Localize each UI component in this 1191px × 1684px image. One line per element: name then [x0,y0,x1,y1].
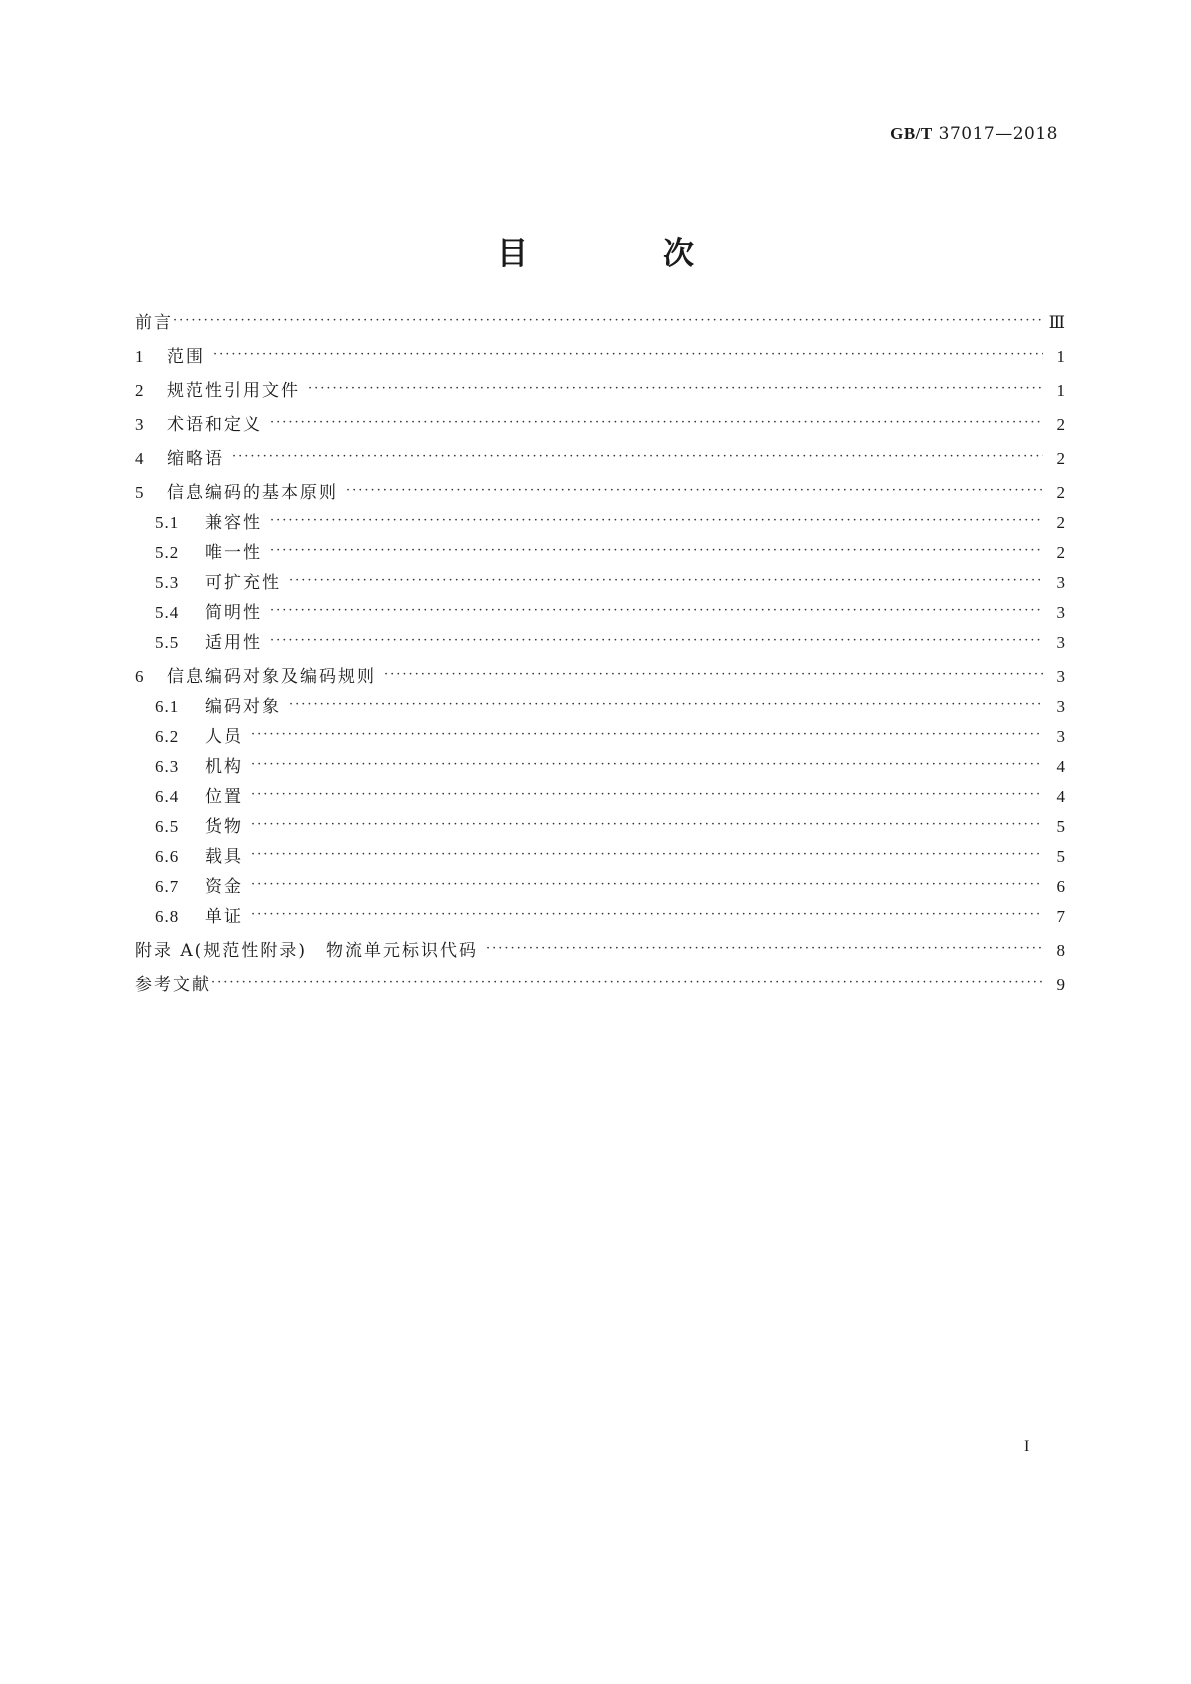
toc-entry-label: 位置 [205,787,243,807]
toc-entry-number: 6.4 [155,787,180,806]
dot-leader [289,690,1043,720]
toc-entry-number: 4 [135,449,145,468]
toc-entry[interactable] [135,308,1065,338]
toc-entry-page: 2 [1056,543,1065,562]
toc-entry-page: 2 [1056,449,1065,468]
dot-leader [232,442,1043,472]
dot-leader [308,374,1043,404]
toc-entry-number: 6.2 [155,727,180,746]
toc-entry[interactable] [135,478,1065,508]
dot-leader [270,536,1043,566]
toc-entry-page: 6 [1056,877,1065,896]
toc-entry-number: 5.5 [155,633,180,652]
page-title: 目 次 [497,236,746,272]
dot-leader [251,870,1043,900]
toc-entry[interactable] [135,444,1065,474]
toc-entry-number: 6.7 [155,877,180,896]
toc-entry-number: 6.3 [155,757,180,776]
toc-entry[interactable] [155,812,1065,842]
toc-entry[interactable] [135,410,1065,440]
standard-code [890,124,1058,144]
toc-entry-number: 3 [135,415,145,434]
toc-entry-page: 1 [1056,347,1065,366]
toc-entry-number: 6.5 [155,817,180,836]
dot-leader [270,506,1043,536]
toc-entry-page: 5 [1056,847,1065,866]
toc-entry-page: 3 [1056,667,1065,686]
dot-leader [251,840,1043,870]
toc-entry-label: 简明性 [205,603,262,623]
dot-leader [289,566,1043,596]
toc-entry[interactable] [155,902,1065,932]
toc-entry-label: 规范性引用文件 [167,381,300,401]
toc-entry-number: 5.3 [155,573,180,592]
dot-leader [384,660,1043,690]
toc-entry-number: 5.4 [155,603,180,622]
toc-entry-page: 9 [1056,975,1065,994]
toc-entry-label: 编码对象 [205,697,281,717]
toc-entry-number: 6.6 [155,847,180,866]
toc-entry-page: 3 [1056,603,1065,622]
toc-entry-number: 1 [135,347,145,366]
toc-entry[interactable] [155,568,1065,598]
dot-leader [486,934,1043,964]
toc-entry-number: 5 [135,483,145,502]
toc-entry-number: 6.1 [155,697,180,716]
toc-entry-label: 信息编码的基本原则 [167,483,338,503]
toc-entry-page: 1 [1056,381,1065,400]
dot-leader [270,596,1043,626]
toc-entry-page: 4 [1056,787,1065,806]
toc-entry-label: 唯一性 [205,543,262,563]
dot-leader [270,408,1043,438]
toc-entry[interactable] [155,722,1065,752]
toc-entry-label: 附录 A(规范性附录) 物流单元标识代码 [135,941,478,961]
dot-leader [251,810,1043,840]
toc-entry[interactable] [155,538,1065,568]
dot-leader [251,720,1043,750]
toc-entry[interactable] [135,970,1065,1000]
toc-entry-page: 3 [1056,573,1065,592]
toc-entry-label: 资金 [205,877,243,897]
toc-entry-number: 5.1 [155,513,180,532]
toc-entry-label: 可扩充性 [205,573,281,593]
toc-entry[interactable] [155,752,1065,782]
toc-entry-label: 术语和定义 [167,415,262,435]
toc-entry-label: 兼容性 [205,513,262,533]
toc-entry[interactable] [135,376,1065,406]
toc-entry-number: 6 [135,667,145,686]
toc-entry-label: 适用性 [205,633,262,653]
toc-entry[interactable] [155,598,1065,628]
standard-prefix: GB/T [890,124,933,143]
toc-entry-label: 单证 [205,907,243,927]
toc-entry-page: 7 [1056,907,1065,926]
dot-leader [346,476,1043,506]
toc-entry[interactable] [155,628,1065,658]
dot-leader [211,968,1043,998]
toc-entry-page: 3 [1056,697,1065,716]
toc-entry-page: 3 [1056,633,1065,652]
toc-entry-page: 3 [1056,727,1065,746]
toc-entry[interactable] [135,936,1065,966]
toc-entry-label: 范围 [167,347,205,367]
toc-entry[interactable] [155,692,1065,722]
page-number: I [1024,1438,1030,1455]
toc-entry-page: 2 [1056,513,1065,532]
toc-entry-number: 2 [135,381,145,400]
toc-entry[interactable] [155,872,1065,902]
toc-entry-label: 缩略语 [167,449,224,469]
toc-entry[interactable] [155,782,1065,812]
dot-leader [251,750,1043,780]
dot-leader [270,626,1043,656]
dot-leader [213,340,1043,370]
toc-entry-page: 5 [1056,817,1065,836]
toc-entry-label: 载具 [205,847,243,867]
dot-leader [251,780,1043,810]
dot-leader [173,306,1041,336]
toc-entry-page: 4 [1056,757,1065,776]
dot-leader [251,900,1043,930]
toc-entry-page: 2 [1056,415,1065,434]
toc-entry[interactable] [135,342,1065,372]
toc-entry-page: 8 [1056,941,1065,960]
toc-entry-number: 5.2 [155,543,180,562]
toc-entry-label: 前言 [135,313,173,333]
toc-entry-label: 货物 [205,817,243,837]
toc-entry-label: 信息编码对象及编码规则 [167,667,376,687]
toc-entry[interactable] [155,842,1065,872]
toc-entry-label: 人员 [205,727,243,747]
toc-entry[interactable] [135,662,1065,692]
toc-entry-page: Ⅲ [1048,313,1065,332]
standard-number: 37017—2018 [938,124,1058,144]
toc-entry-label: 机构 [205,757,243,777]
toc-entry-number: 6.8 [155,907,180,926]
toc-entry-label: 参考文献 [135,975,211,995]
toc-entry[interactable] [155,508,1065,538]
toc-entry-page: 2 [1056,483,1065,502]
